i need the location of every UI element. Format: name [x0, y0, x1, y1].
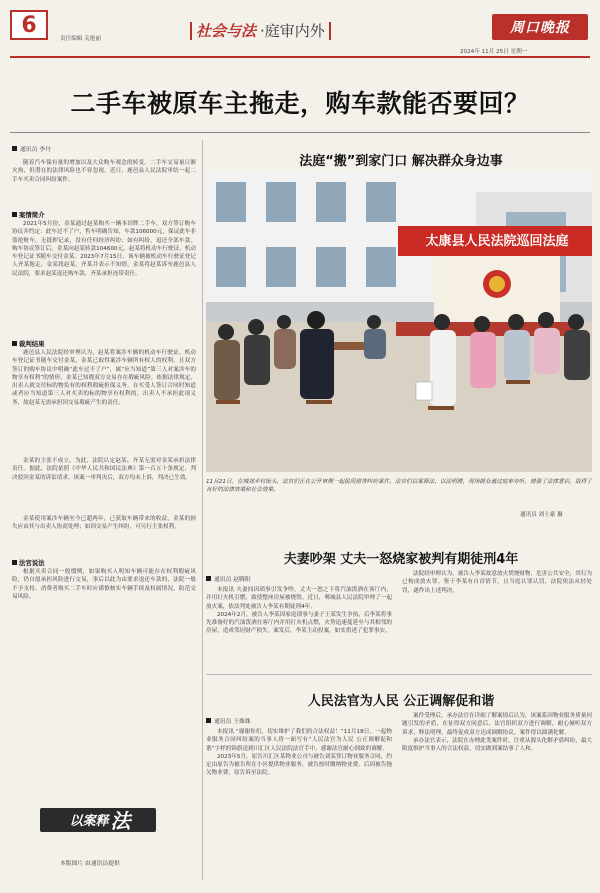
article1-sec2: 裁判结果: [19, 340, 45, 348]
headline: 二手车被原车主拖走，购车款能否要回？: [70, 89, 530, 118]
section-title: [190, 20, 331, 41]
article2-title: 法庭“搬”到家门口 解决群众身边事: [299, 154, 503, 169]
photo-caption: 11月21日，在城郊乡村街头，法官们正在公开审理一起民间借贷纠纷案件。法官们以案释法、以法明理，现场群众通过庭审旁听，增强了法律意识，取得了良好的法律效果和社会效果。: [206, 479, 592, 494]
column-divider: [202, 140, 203, 880]
section-title-a: 社会与法: [196, 22, 257, 40]
section-square-icon: [12, 341, 17, 346]
byline-square-icon: [12, 146, 17, 151]
header-rule: [10, 56, 590, 58]
article1-sec2-text-a: 鹿邑县人民法院经审理认为，赵某将案涉车辆的机动车行驶证、机动车登记证书随车交付金某，金某已取得案涉车辆所有权人的权利，且双方签订的购车协议中明确“此车过不了户”，属“应当知道”第三人对案涉车的物享有权利”的情形，金某已知晓双方交易存在瑕疵风险。依据法律规定，出卖人就交付标的物负有的权利瑕疵担保义务，在买受人签订合同时知道或者应当知道第三人对买卖的标的物享有权利的，出卖人不承担此项义务，故赵某无需承担因交易瑕疵产生的责任。: [12, 350, 196, 406]
section-tag-a: 以案释: [69, 813, 109, 829]
photo-banner-text: 太康县人民法院巡回法庭: [425, 234, 569, 249]
section-title-b: ·庭审内外: [260, 22, 325, 40]
section-square-icon: [12, 560, 17, 565]
section-tag-b: 法: [110, 808, 131, 833]
header-date: 2024年 11月 25日 星期一: [460, 49, 528, 55]
article1-sec1-text: 2021年5月份，金某通过赵某购买一辆本田牌二手车，双方签订购车协议并约定：此车过不了户，售车明确告知，车款106000元，保证此车非盗抢赃车，无抵押记录，没有任何经济纠纷；如有纠纷，退还全部车款。购车协议签订后，金某向赵某转款104600元，赵某将机动车行驶证、机动车登记证书随车交付金某。2023年7月15日，该车辆被机动车行驶证登记人齐某拖走。金某找赵某，齐某并表示不知情，金某将赵某诉至鹿邑县人民法院，要求赵某返还购车款，齐某承担连带责任。: [12, 221, 196, 277]
section-square-icon: [12, 212, 17, 217]
article3-col1: 本报讯 夫妻间因琐事引发争吵，丈夫一怒之下将汽油泼洒在客厅内，并用打火机引燃，致使整座房屋被烧毁。近日，郸城县人民法院审理了一起放火案，依法判处被告人李某有期徒刑4年。 2024年2月，被告人李某因家庭琐事与妻子王某发生争执，后李某将事先准备好的汽油泼洒在客厅内并用打火机点燃，火势迅速蔓延至与其相邻的房屋，造成邻居财产损失。案发后，李某主动投案，如实供述了犯罪事实。: [206, 587, 392, 635]
article1-sec1: 案情简介: [19, 211, 45, 219]
article1-sec2-text-c: 金某使用案涉车辆至今已超两年，已获取车辆带来的收益，金某的损失应由其与出卖人协商处理；如因交易产生纠纷，可另行主张权利。: [12, 516, 196, 531]
court-photo-svg: [206, 172, 592, 472]
article1-byline: 通讯员 李丹: [20, 147, 51, 153]
section-tag: [40, 804, 160, 834]
article1-sec3-text: 根据买卖合同一般惯例，如果购买人明知车辆可能存在权利瑕疵风险，仍自愿承担风险进行交易，事后以此为由要求退还车款的，法院一般不予支持。消费者购买二手车时应谨慎核实车辆手续及权属情况，防范交易风险。: [12, 569, 196, 600]
masthead-text: 周口晚报: [510, 20, 570, 36]
byline-square-icon: [206, 576, 211, 581]
article1: [12, 144, 196, 876]
court-photo: [206, 172, 592, 472]
article3-byline: 通讯员 赵腾阳: [214, 577, 251, 583]
article4-byline: 通讯员 王姝姝: [214, 719, 251, 725]
photo-credit: 通讯员 刘士豪 摄: [520, 512, 563, 518]
article4-col1: 本报讯 “谢谢你们，切实维护了我们的合法权益！”11月18日，一起物业服务合同纠纷案的当事人将一面写有“人民法官为人民 公正调解促和谐”字样的锦旗送到川汇区人民法院法官手中，感谢法官耐心细致的调解。 2023年5月，原告川汇区某物业公司与被告刘某签订物业服务合同，约定由原告为被告所在小区提供物业服务，被告按时缴纳物业费。后因被告拖欠物业费，原告诉至法院。: [206, 729, 392, 777]
article1-intro: 随着汽车保有量的增加以及大众购车观念的转变，二手车交易量日渐火热，但潜在的法律风险也不容忽视。近日，鹿邑县人民法院审结一起二手车买卖合同纠纷案件。: [12, 160, 196, 183]
byline-square-icon: [206, 718, 211, 723]
page-number-text: 6: [21, 12, 37, 38]
header-editors: 责任编辑 关艳丽: [60, 36, 101, 42]
masthead-logo: [492, 14, 588, 40]
footer-credit: 本版图片 由通讯员提供: [60, 861, 120, 867]
article3-title: 夫妻吵架 丈夫一怒烧家被判有期徒刑4年: [283, 552, 519, 567]
article3-col2: 法院经审理认为，被告人李某故意放火焚烧财物，危害公共安全，其行为已构成放火罪。鉴于李某有自首情节，且当庭认罪认罚，法院依法从轻处罚，遂作出上述判决。: [402, 571, 592, 594]
article1-sec2-text-b: 金某的主张不成立。为此，法院认定赵某、齐某无需对金某承担法律责任。据此，法院依照《中华人民共和国民法典》第一百五十条规定，判决驳回金某的诉讼请求。该案一审判决后，双方均未上诉，判决已生效。: [12, 458, 196, 481]
article1-sec3: 法官说法: [19, 559, 45, 567]
headline-rule: [10, 132, 590, 133]
article4-title: 人民法官为人民 公正调解促和谐: [307, 694, 495, 709]
article-divider: [206, 674, 592, 675]
page-number: [10, 10, 48, 40]
article4-col2: 案件受理后，承办法官在详细了解案情后认为，该案系因物业服务质量问题引发的矛盾，在征得双方同意后，法官组织双方进行调解，耐心倾听双方诉求，释法明理，最终促成双方达成调解协议，案件得以圆满化解。 承办法官表示，法院在办理此类案件时，注重从源头化解矛盾纠纷，最大限度维护当事人的合法权益，切实做到案结事了人和。: [402, 713, 592, 753]
